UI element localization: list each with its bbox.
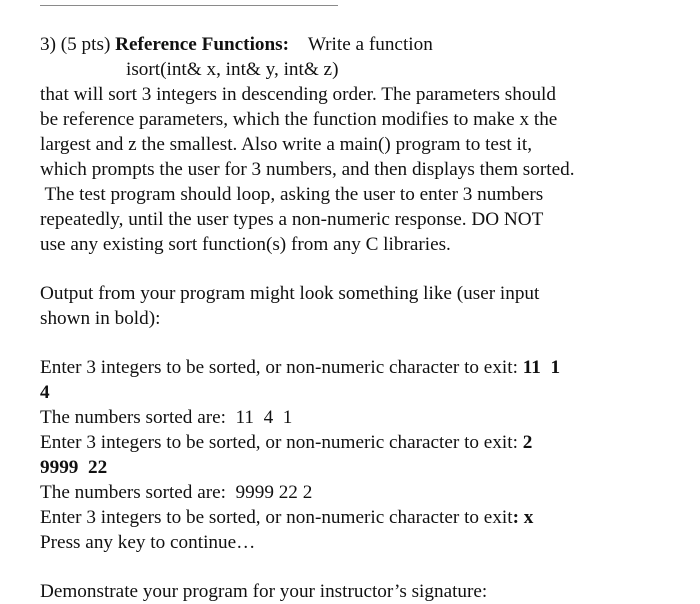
body-line-6: repeatedly, until the user types a non-numeric response. DO NOT — [40, 209, 544, 230]
sample-run2-prompt — [40, 430, 670, 455]
output-intro-line-2: shown in bold): — [40, 308, 161, 329]
question-3 — [40, 32, 670, 604]
prompt-text: Enter 3 integers to be sorted, or non-numeric character to exit: — [40, 432, 523, 453]
demonstrate-instruction: Demonstrate your program for your instructor’s signature: — [40, 581, 488, 602]
sample-run1-result: The numbers sorted are: 11 4 1 — [40, 407, 293, 428]
question-points: (5 pts) — [60, 34, 111, 55]
prompt-text: Enter 3 integers to be sorted, or non-numeric character to exit: — [40, 357, 523, 378]
user-input: 11 1 — [522, 357, 561, 378]
body-line-3: largest and z the smallest. Also write a main() program to test it, — [40, 134, 533, 155]
question-intro: Write a function — [307, 34, 433, 55]
body-line-7: use any existing sort function(s) from any C libraries. — [40, 234, 451, 255]
user-input: : x — [512, 507, 534, 528]
sample-run1-input-cont: 4 — [40, 382, 50, 403]
sample-exit-prompt — [40, 505, 670, 530]
body-line-4: which prompts the user for 3 numbers, and then displays them sorted. — [40, 159, 575, 180]
continue-message: Press any key to continue… — [40, 532, 256, 553]
question-header — [40, 32, 670, 57]
body-line-5: The test program should loop, asking the user to enter 3 numbers — [40, 184, 544, 205]
question-number: 3) — [40, 34, 56, 55]
body-line-1: that will sort 3 integers in descending order. The parameters should — [40, 84, 556, 105]
prompt-text: Enter 3 integers to be sorted, or non-numeric character to exit — [40, 507, 513, 528]
user-input: 2 — [522, 432, 533, 453]
question-title: Reference Functions: — [115, 34, 290, 55]
sample-run2-result: The numbers sorted are: 9999 22 2 — [40, 482, 313, 503]
function-signature: isort(int& x, int& y, int& z) — [126, 59, 339, 80]
sample-run2-input-cont: 9999 22 — [40, 457, 108, 478]
top-divider — [40, 5, 338, 6]
output-intro-line-1: Output from your program might look something like (user input — [40, 283, 540, 304]
body-line-2: be reference parameters, which the function modifies to make x the — [40, 109, 558, 130]
sample-run1-prompt — [40, 355, 670, 380]
